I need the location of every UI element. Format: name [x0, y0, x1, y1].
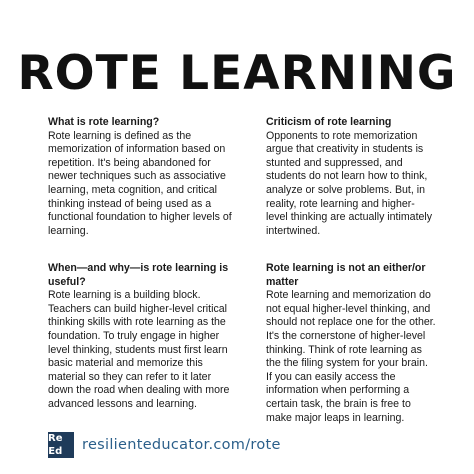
section-heading: Rote learning is not an either/or matter: [266, 262, 426, 288]
section-what-is-rote-learning: [48, 116, 233, 238]
section-heading: What is rote learning?: [48, 116, 160, 128]
section-heading: Criticism of rote learning: [266, 116, 392, 128]
section-body: Opponents to rote memorization argue that creativity in students is stunted and suppressed, and students do not learn how to think, analyze or solve problems. But, in reality, rote learning and higher-level thinking are actually intimately intertwined.: [266, 129, 433, 237]
section-body: Rote learning and memorization do not equal higher-level thinking, and should not replace one for the other. It's the cornerstone of higher-level thinking. Think of rote learning as the the filing system for your brain. If you can easily access the information when performing a certain task, the brain is free to make major leaps in learning.: [266, 289, 436, 424]
section-body: Rote learning is a building block. Teachers can build higher-level critical thinking skills with rote learning as the foundation. To truly engage in higher level thinking, students must first learn basic material and memorize this material so they can refer to it later down the road when dealing with more advanced lessons and learning.: [48, 289, 230, 410]
section-criticism: [266, 116, 436, 238]
section-not-either-or: [266, 262, 436, 425]
footer-url[interactable]: resilienteducator.com/rote: [82, 437, 281, 453]
section-heading: When—and why—is rote learning is useful?: [48, 262, 229, 288]
footer: [48, 432, 281, 458]
section-body: Rote learning is defined as the memorization of information based on repetition. It's being abandoned for newer techniques such as associative learning, meta cognition, and critical thinking instead of being used as a functional foundation to higher levels of learning.: [48, 129, 232, 237]
section-when-and-why: [48, 262, 233, 412]
logo-letters-top: Re: [48, 433, 63, 444]
resilient-educator-logo-icon: [48, 432, 74, 458]
page-title: ROTE LEARNING: [17, 46, 457, 101]
logo-letters-bottom: Ed: [48, 446, 63, 457]
